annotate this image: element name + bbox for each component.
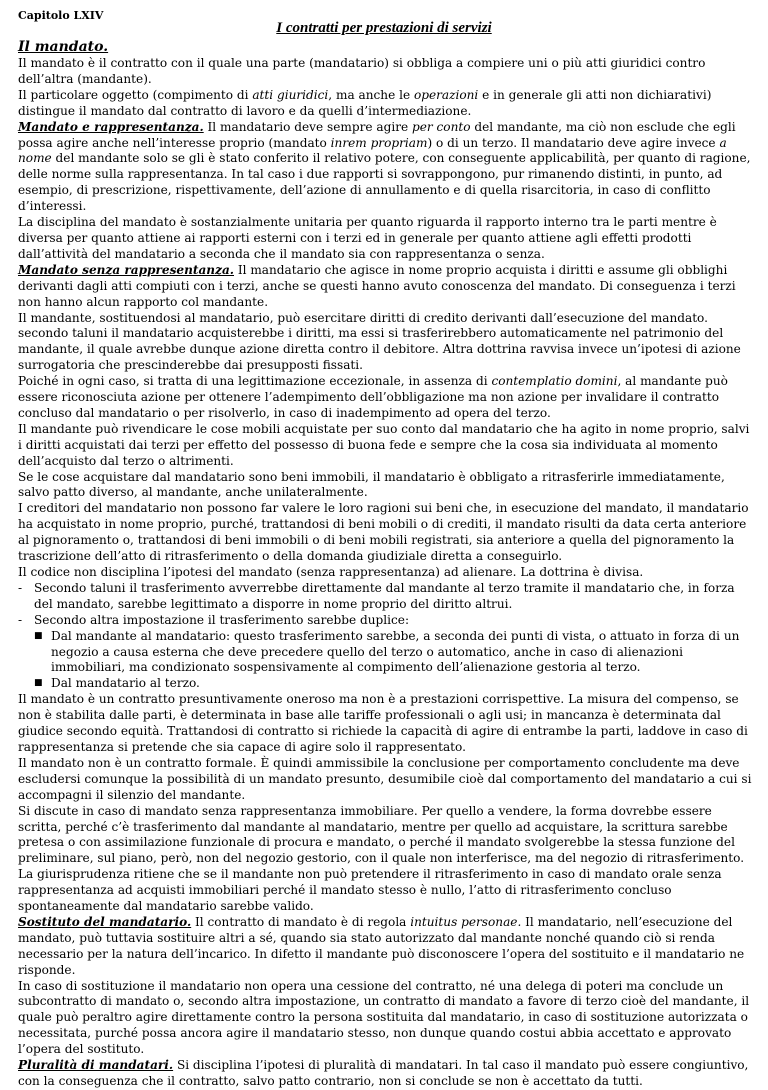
dash-marker: -	[18, 580, 23, 595]
chapter-label: Capitolo LXIV	[18, 9, 104, 22]
paragraph: Poiché in ogni caso, si tratta di una legittimazione eccezionale, in assenza di contemplatio domini, al mandante può essere riconosciuta azione per ottenere l’adempimento dell’obbligazione ma non azione per invalidare il contratto concluso dal mandatario o per risolverlo, in caso di inadempimento ad opera del terzo.	[18, 374, 728, 420]
dash-marker: -	[18, 612, 23, 627]
document-body	[18, 8, 756, 1090]
paragraph: Se le cose acquistare dal mandatario sono beni immobili, il mandatario è obbligato a ritrasferirle immediatamente, salvo patto diverso, al mandante, anche unilateralmente.	[18, 469, 725, 500]
list-item: - Secondo altra impostazione il trasferimento sarebbe duplice:	[18, 612, 410, 627]
paragraph: Il mandante può rivendicare le cose mobili acquistate per suo conto dal mandatario che ha agito in nome proprio, salvi i diritti acquistati dai terzi per effetto del possesso di buona fede e sempre che la cosa sia individuata al momento dell’acquisto dal terzo o altrimenti.	[18, 421, 750, 468]
paragraph: In caso di sostituzione il mandatario non opera una cessione del contratto, né una delega di poteri ma conclude un subcontratto di mandato o, secondo altra impostazione, un contratto di mandato a favore di terzo cioè del mandante, il quale può peraltro agire direttamente contro la persona sostituita dal mandatario, in caso di sostituzione autorizzata o necessitata, purché possa ancora agire il mandatario stesso, non dunque quando costui abbia accettato e approvato l’opera del sostituto.	[18, 978, 750, 1057]
section-heading: Il mandato.	[18, 39, 109, 55]
paragraph-mandato-rappresentanza: Mandato e rappresentanza. Il mandatario deve sempre agire per conto del mandante, ma ciò non esclude che egli possa agire anche nell’interesse proprio (mandato inrem propriam) o di un terzo. Il mandatario deve agire invece a nome del mandante solo se gli è stato conferito il relativo potere, con conseguente applicabilità, per quanto di ragione, delle norme sulla rappresentanza. In tal caso i due rapporti si sovrappongono, pur rimanendo distinti, in punto, ad esempio, di prescrizione, rispettivamente, dell’azione di annullamento e di quella risarcitoria, in caso di conflitto d’interessi.	[18, 119, 751, 214]
subheading: Sostituto del mandatario.	[18, 914, 192, 929]
paragraph: Il mandato non è un contratto formale. È quindi ammissibile la conclusione per comportamento concludente ma deve escludersi comunque la possibilità di un mandato presunto, desumibile cioè dal comportamento del mandatario a cui si accompagni il silenzio del mandante.	[18, 755, 752, 802]
paragraph: La disciplina del mandato è sostanzialmente unitaria per quanto riguarda il rapporto interno tra le parti mentre è diversa per quanto attiene ai rapporti esterni con i terzi ed in generale per quanto attiene agli effetti prodotti dall’attività del mandatario a seconda che il mandato sia con rappresentanza o senza.	[18, 215, 717, 261]
paragraph: La giurisprudenza ritiene che se il mandante non può pretendere il ritrasferimento in caso di mandato orale senza rappresentanza ad acquisti immobiliari perché il mandato stesso è nullo, l’atto di ritrasferimento concluso spontaneamente dal mandatario sarebbe valido.	[18, 867, 722, 914]
paragraph: Il mandato è un contratto presuntivamente oneroso ma non è a prestazioni corrispettive. La misura del compenso, se non è stabilita dalle parti, è determinata in base alle tariffe professionali o agli usi; in mancanza è determinata dal giudice secondo equità. Trattandosi di contratto si richiede la capacità di agire di entrambe la parti, laddove in caso di rappresentanza si pretende che sia capace di agire solo il rappresentato.	[18, 692, 748, 754]
paragraph: Il codice non disciplina l’ipotesi del mandato (senza rappresentanza) ad alienare. La dottrina è divisa.	[18, 565, 644, 579]
subheading: Pluralità di mandatari.	[18, 1058, 174, 1073]
bullet-square-icon: ■	[34, 678, 43, 689]
list-item: ■ Dal mandante al mandatario: questo trasferimento sarebbe, a seconda dei punti di vista, o attuato in forza di un negozio a causa esterna che deve precedere quello del terzo o automatico, anche in caso di alienazioni immobiliari, ma condizionato sospensivamente al compimento dell’alienazione gestoria al terzo.	[34, 628, 740, 675]
list-item: ■ Dal mandatario al terzo.	[34, 676, 200, 691]
paragraph: Si discute in caso di mandato senza rappresentanza immobiliare. Per quello a vendere, la forma dovrebbe essere scritta, perché c’è trasferimento dal mandante al mandatario, mentre per quello ad acquistare, la scrittura sarebbe pretesa o con assimilazione funzionale di procura e mandato, o perché il mandato svolgerebbe la stessa funzione del preliminare, sul piano, però, non del negozio gestorio, con il quale non interferisce, ma del negozio di ritrasferimento.	[18, 803, 745, 866]
bullet-square-icon: ■	[34, 630, 43, 641]
paragraph: I creditori del mandatario non possono far valere le loro ragioni sui beni che, in esecuzione del mandato, il mandatario ha acquistato in nome proprio, purché, trattandosi di beni mobili o di crediti, il mandato risulti da data certa anteriore al pignoramento o, trattandosi di beni immobili o di beni mobili registrati, sia anteriore a quella del pignoramento la trascrizione dell’atto di ritrasferimento o della domanda giudiziale diretta a conseguirlo.	[18, 501, 749, 564]
page-title: I contratti per prestazioni di servizi	[276, 20, 492, 36]
paragraph: Il mandante, sostituendosi al mandatario, può esercitare diritti di credito derivanti dall’esecuzione del mandato. secondo taluni il mandatario acquisterebbe i diritti, ma essi si trasferirebbero automaticamente nel patrimonio del mandante, il quale avrebbe dunque azione diretta contro il debitore. Altra dottrina ravvisa invece un’ipotesi di azione surrogatoria che prescinderebbe dai presupposti fissati.	[18, 310, 741, 373]
paragraph-definition: Il mandato è il contratto con il quale una parte (mandatario) si obbliga a compiere uni o più atti giuridici contro dell’altra (mandante). Il particolare oggetto (compimento di atti giuridici, ma anche le operazioni e in generale gli atti non dichiarativi) distingue il mandato dal contratto di lavoro e da quelli d’intermediazione.	[18, 56, 712, 118]
paragraph-pluralita: Pluralità di mandatari. Si disciplina l’ipotesi di pluralità di mandatari. In tal caso il mandato può essere congiuntivo, con la conseguenza che il contratto, salvo patto contrario, non si conclude se non è accettato da tutti.	[18, 1058, 749, 1088]
list-item: - Secondo taluni il trasferimento avverrebbe direttamente dal mandante al terzo tramite il mandatario che, in forza del mandato, sarebbe legittimato a disporre in nome proprio del diritto altrui.	[18, 580, 735, 611]
subheading: Mandato senza rappresentanza.	[18, 262, 234, 277]
paragraph-sostituto: Sostituto del mandatario. Il contratto di mandato è di regola intuitus personae. Il mandatario, nell’esecuzione del mandato, può tuttavia sostituire altri a sé, quando sia stato autorizzato dal mandante nonché quando ciò si renda necessario per la natura dell’incarico. In difetto il mandante può disconoscere l’opera del sostituito e il mandatario ne risponde.	[18, 914, 745, 977]
paragraph-senza-rappresentanza: Mandato senza rappresentanza. Il mandatario che agisce in nome proprio acquista i diritti e assume gli obblighi derivanti dagli atti compiuti con i terzi, anche se questi hanno avuto conoscenza del mandato. Di conseguenza i terzi non hanno alcun rapporto col mandante.	[18, 262, 736, 309]
subheading: Mandato e rappresentanza.	[18, 119, 204, 134]
